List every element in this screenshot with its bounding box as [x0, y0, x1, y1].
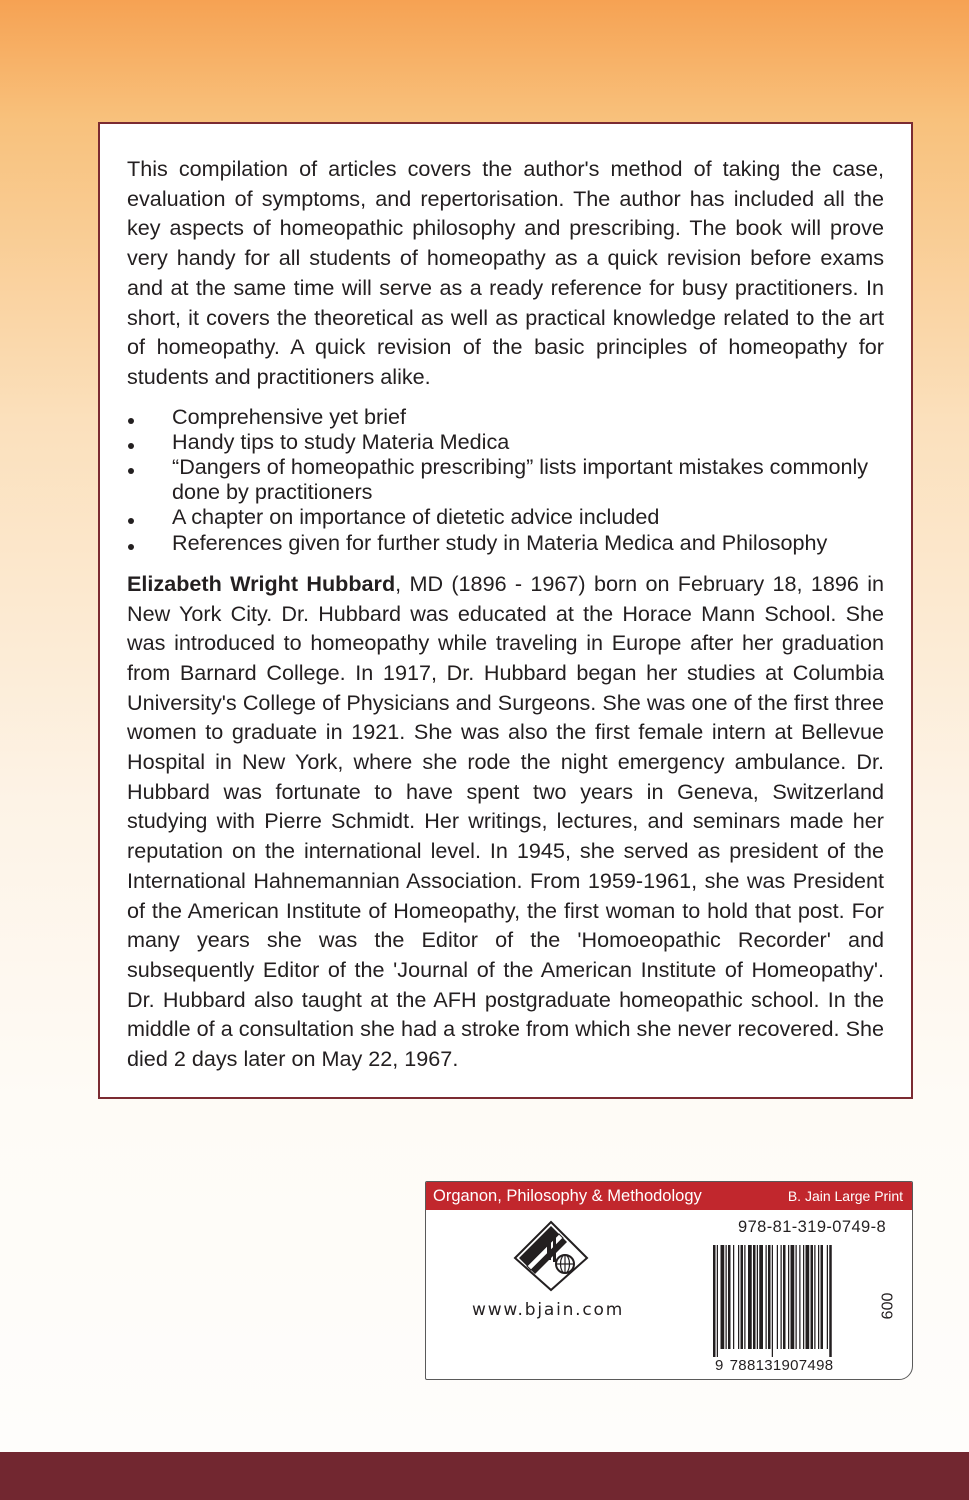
isbn-number: 978-81-319-0749-8	[738, 1218, 887, 1236]
series-label: B. Jain Large Print	[787, 1188, 903, 1204]
bullet-icon	[128, 468, 134, 474]
author-name: Elizabeth Wright Hubbard	[127, 570, 396, 596]
highlights-list	[127, 404, 884, 555]
publisher-logo-icon	[513, 1220, 589, 1292]
bullet-icon	[128, 443, 134, 449]
barcode-icon	[713, 1245, 873, 1357]
website-url: www.bjain.com	[472, 1300, 625, 1320]
list-item: “Dangers of homeopathic prescribing” lists important mistakes commonly done by practitioners	[127, 454, 884, 504]
author-bio-text: , MD (1896 - 1967) born on February 18, 1896 in New York City. Dr. Hubbard was educated at the Horace Mann School. She was introduced to homeopathy while traveling in Europe after her graduation from Barnard College. In 1917, Dr. Hubbard began her studies at Columbia University's College of Physicians and Surgeons. She was one of the first three women to graduate in 1921. She was also the first female intern at Bellevue Hospital in New York, where she rode the night emergency ambulance. Dr. Hubbard was fortunate to have spent two years in Geneva, Switzerland studying with Pierre Schmidt. Her writings, lectures, and seminars made her reputation on the international level. In 1945, she served as president of the International Hahnemannian Association. From 1959-1961, she was President of the American Institute of Homeopathy, the first woman to hold that post. For many years she was the Editor of the 'Homoeopathic Recorder' and subsequently Editor of the 'Journal of the American Institute of Homeopathy'. Dr. Hubbard also taught at the AFH postgraduate homeopathic school. In the middle of a consultation she had a stroke from which she never recovered. She died 2 days later on May 22, 1967.	[127, 570, 884, 1072]
list-item: A chapter on importance of dietetic advice included	[127, 504, 884, 529]
bullet-icon	[128, 518, 134, 524]
list-item: Handy tips to study Materia Medica	[127, 429, 884, 454]
category-header	[426, 1182, 912, 1210]
price-code: 009	[877, 1292, 895, 1320]
publisher-info-box	[425, 1181, 913, 1380]
barcode-digits: 9 788131907498	[715, 1357, 834, 1374]
author-bio	[127, 569, 884, 1074]
book-description: This compilation of articles covers the author's method of taking the case, evaluation of symptoms, and repertorisation. The author has included all the key aspects of homeopathic philosophy and prescribing. The book will prove very handy for all students of homeopathy as a quick revision before exams and at the same time will serve as a ready reference for busy practitioners. In short, it covers the theoretical as well as practical knowledge related to the art of homeopathy. A quick revision of the basic principles of homeopathy for students and practitioners alike.	[127, 156, 884, 389]
list-item: Comprehensive yet brief	[127, 404, 884, 429]
description-panel	[98, 122, 913, 1099]
category-label: Organon, Philosophy & Methodology	[433, 1187, 702, 1205]
bullet-icon	[128, 418, 134, 424]
list-item: References given for further study in Materia Medica and Philosophy	[127, 530, 884, 555]
panel-content	[127, 154, 884, 1074]
bullet-icon	[128, 544, 134, 550]
bottom-band	[0, 1452, 969, 1500]
